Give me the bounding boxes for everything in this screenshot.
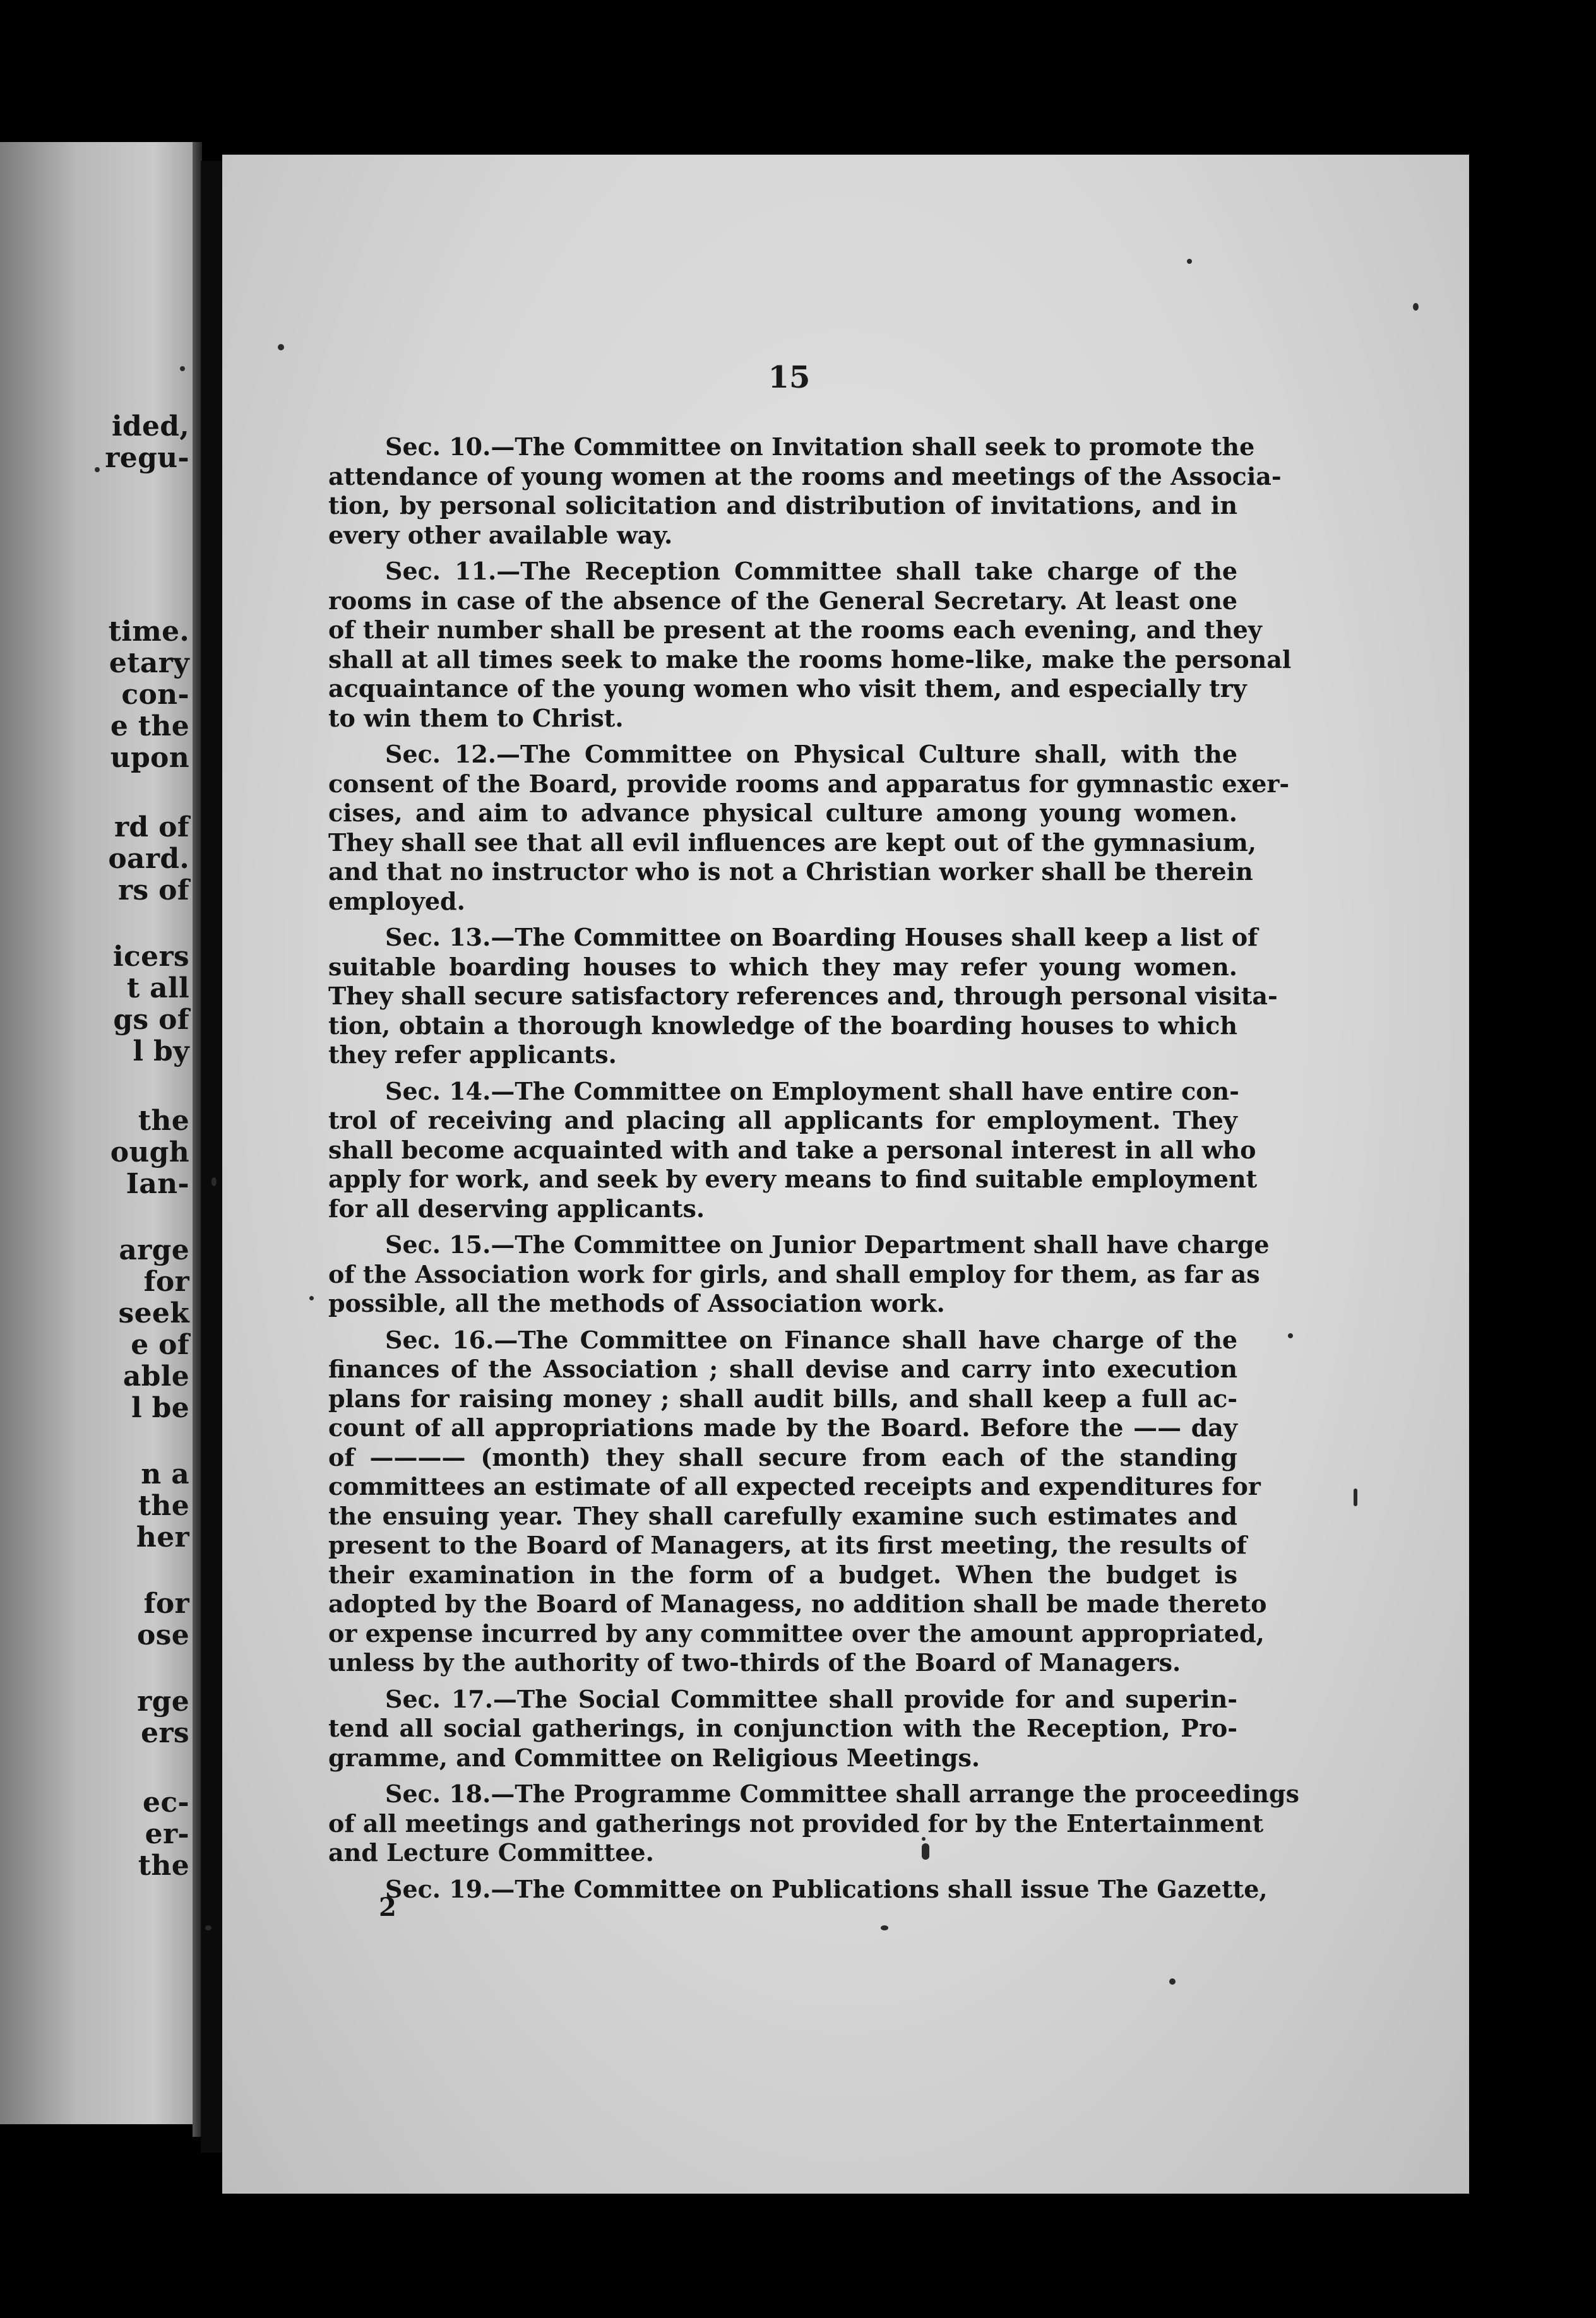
text-line: acquaintance of the young women who visit them, and especially try [328, 674, 1247, 703]
text-line: Sec. 13.—The Committee on Boarding Houses shall keep a list of [385, 923, 1258, 951]
text-line: suitable boarding houses to which they may refer young women. [328, 952, 1237, 981]
text-line: Sec. 14.—The Committee on Employment shall have entire con- [385, 1076, 1239, 1105]
text-line: every other available way. [328, 520, 673, 549]
left-page-fragment: rd of [114, 811, 189, 843]
section-sec-11 [328, 557, 1292, 733]
section-sec-17 [328, 1685, 1237, 1773]
left-page-fragment: ec- [143, 1786, 189, 1819]
left-page-fragment: l be [131, 1392, 189, 1424]
text-line: Sec. 19.—The Committee on Publications shall issue The Gazette, [385, 1874, 1268, 1903]
text-line: of ———— (month) they shall secure from each of the standing [328, 1442, 1237, 1471]
section-sec-16 [328, 1325, 1267, 1678]
text-line: for all deserving applicants. [328, 1194, 705, 1223]
text-line: gramme, and Committee on Religious Meetings. [328, 1743, 980, 1772]
dust-speck [180, 366, 185, 371]
dust-speck [95, 467, 100, 472]
left-page-fragment: able [122, 1360, 189, 1393]
left-page-fragment: the [138, 1850, 189, 1882]
section-sec-12 [328, 740, 1290, 916]
left-page-fragment: oard. [108, 843, 189, 875]
text-line: and Lecture Committee. [328, 1838, 654, 1867]
text-line: Sec. 12.—The Committee on Physical Culture shall, with the [385, 740, 1237, 768]
text-line: unless by the authority of two-thirds of the Board of Managers. [328, 1648, 1181, 1677]
text-line: cises, and aim to advance physical culture among young women. [328, 799, 1237, 827]
text-line: tion, obtain a thorough knowledge of the boarding houses to which [328, 1011, 1237, 1040]
section-sec-19 [328, 1874, 1268, 1905]
text-line: Sec. 17.—The Social Committee shall provide for and superin- [385, 1684, 1237, 1713]
left-page-fragment: con- [121, 679, 189, 711]
text-line: They shall secure satisfactory references and, through personal visita- [328, 982, 1278, 1010]
text-line: of their number shall be present at the rooms each evening, and they [328, 615, 1262, 644]
left-page-fragment: upon [110, 742, 189, 774]
dust-speck [1288, 1333, 1293, 1338]
text-line: they refer applicants. [328, 1040, 617, 1069]
section-sec-18 [328, 1780, 1299, 1868]
text-line: the ensuing year. They shall carefully examine such estimates and [328, 1501, 1237, 1530]
signature-mark: 2 [379, 1893, 396, 1922]
text-line: employed. [328, 886, 465, 915]
left-page-fragment: n a [141, 1458, 189, 1490]
dust-speck [278, 344, 284, 350]
dust-speck [1169, 1978, 1176, 1985]
text-line: of the Association work for girls, and shall employ for them, as far as [328, 1259, 1260, 1288]
text-line: Sec. 16.—The Committee on Finance shall have charge of the [385, 1325, 1237, 1354]
left-page-fragment: Ian- [126, 1168, 189, 1200]
left-page-fragment: her [136, 1521, 189, 1554]
page-number: 15 [768, 360, 811, 395]
dust-speck [1354, 1489, 1357, 1506]
section-sec-15 [328, 1230, 1270, 1319]
text-line: and that no instructor who is not a Christian worker shall be therein [328, 857, 1253, 886]
left-page-fragment: l by [133, 1035, 189, 1067]
left-page-fragment: er- [145, 1818, 189, 1850]
dust-speck [205, 1925, 211, 1930]
left-page-fragment: regu- [105, 442, 189, 474]
text-line: Sec. 11.—The Reception Committee shall take charge of the [385, 557, 1237, 585]
text-line: tion, by personal solicitation and distribution of invitations, and in [328, 491, 1237, 520]
text-line: present to the Board of Managers, at its first meeting, the results of [328, 1531, 1248, 1559]
text-line: Sec. 15.—The Committee on Junior Department shall have charge [385, 1230, 1270, 1259]
left-page-fragment: arge [119, 1234, 189, 1266]
text-line: Sec. 10.—The Committee on Invitation shall seek to promote the [385, 432, 1255, 461]
text-line: shall at all times seek to make the rooms home-like, make the personal [328, 645, 1292, 674]
text-line: apply for work, and seek by every means to find suitable employment [328, 1165, 1258, 1193]
text-line: tend all social gatherings, in conjunction with the Reception, Pro- [328, 1714, 1237, 1742]
left-page-fragment: gs of [113, 1004, 189, 1036]
dust-speck [1187, 259, 1192, 264]
left-page-fragment: for [143, 1266, 189, 1298]
left-page-fragment: ided, [111, 410, 189, 443]
left-page-fragment: e of [131, 1329, 189, 1361]
page-text-body [328, 432, 1299, 1911]
text-line: plans for raising money ; shall audit bills, and shall keep a full ac- [328, 1384, 1237, 1413]
text-line: consent of the Board, provide rooms and apparatus for gymnastic exer- [328, 769, 1290, 798]
dust-speck [922, 1843, 929, 1860]
left-page-fragment: time. [108, 615, 189, 648]
left-page-fragment: ers [141, 1717, 189, 1749]
left-page-fragment: the [138, 1105, 189, 1137]
text-line: rooms in case of the absence of the General Secretary. At least one [328, 586, 1237, 615]
left-page-fragment: the [138, 1490, 189, 1522]
text-line: They shall see that all evil influences are kept out of the gymnasium, [328, 828, 1257, 857]
left-page-fragment: t all [126, 972, 189, 1004]
left-page-fragment: etary [109, 647, 189, 679]
dust-speck [309, 1296, 314, 1300]
section-sec-10 [328, 432, 1282, 550]
dust-speck [1413, 303, 1419, 311]
left-page-fragment: rs of [117, 874, 189, 906]
left-page-fragment: e the [110, 710, 189, 742]
left-page-fragment: rge [137, 1685, 189, 1718]
left-page-fragment: seek [118, 1297, 189, 1329]
text-line: adopted by the Board of Managess, no addition shall be made thereto [328, 1590, 1267, 1618]
text-line: attendance of young women at the rooms and meetings of the Associa- [328, 461, 1282, 490]
dust-speck [211, 1177, 217, 1186]
text-line: finances of the Association ; shall devise and carry into execution [328, 1355, 1237, 1383]
left-page-fragment: icers [113, 941, 189, 973]
text-line: committees an estimate of all expected receipts and expenditures for [328, 1472, 1261, 1501]
text-line: possible, all the methods of Association work. [328, 1289, 945, 1317]
left-page-fragment: for [143, 1588, 189, 1620]
section-sec-13 [328, 923, 1278, 1070]
text-line: Sec. 18.—The Programme Committee shall arrange the proceedings [385, 1780, 1299, 1808]
text-line: of all meetings and gatherings not provided for by the Entertainment [328, 1809, 1264, 1838]
text-line: to win them to Christ. [328, 703, 624, 732]
text-line: their examination in the form of a budget. When the budget is [328, 1560, 1237, 1589]
left-page-fragment: ough [110, 1136, 189, 1168]
text-line: count of all appropriations made by the Board. Before the —— day [328, 1413, 1237, 1442]
text-line: trol of receiving and placing all applicants for employment. They [328, 1106, 1237, 1134]
dust-speck [922, 1837, 926, 1841]
dust-speck [881, 1925, 888, 1930]
text-line: or expense incurred by any committee over the amount appropriated, [328, 1619, 1265, 1648]
left-page-fragment: ose [136, 1619, 189, 1651]
text-line: shall become acquainted with and take a personal interest in all who [328, 1135, 1256, 1164]
book-spine [201, 161, 222, 2153]
section-sec-14 [328, 1076, 1258, 1224]
